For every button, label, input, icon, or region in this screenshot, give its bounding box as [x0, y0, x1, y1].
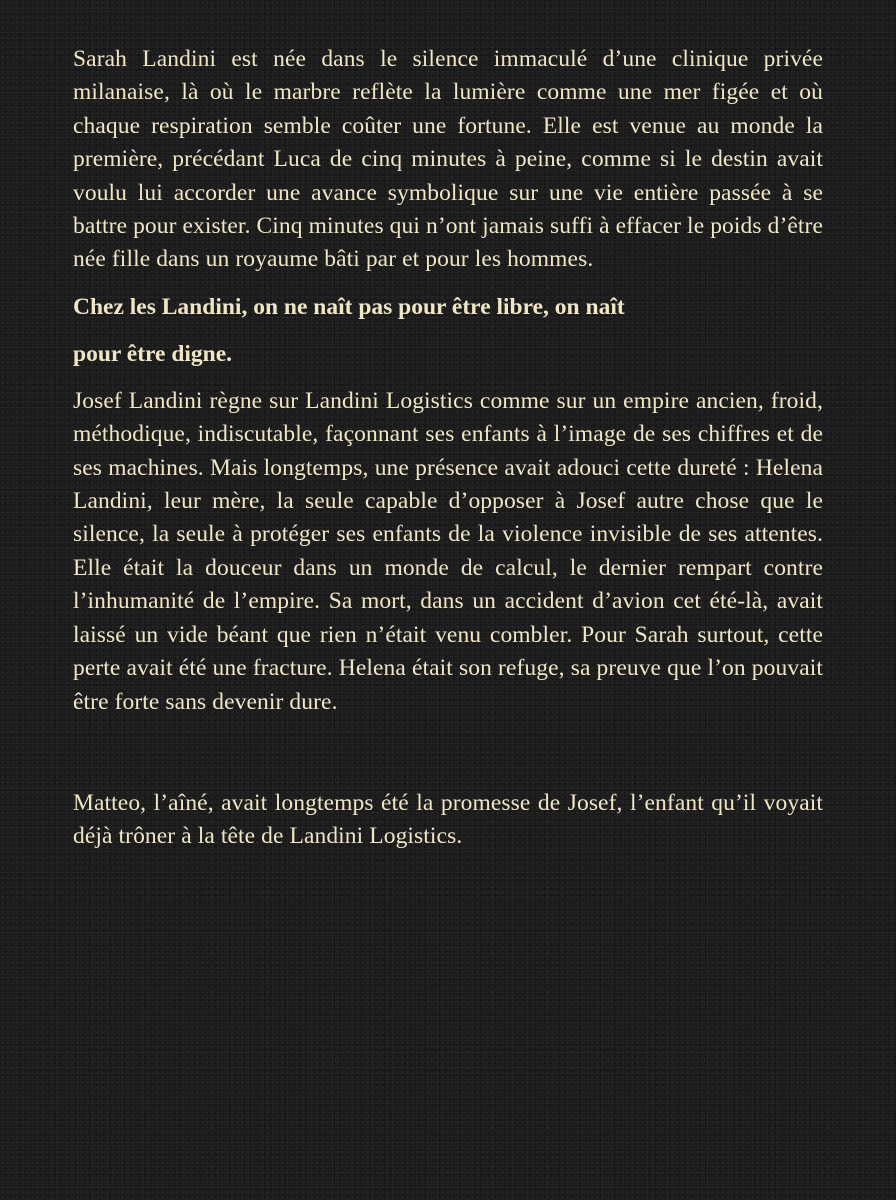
- paragraph-josef: Josef Landini règne sur Landini Logistics comme sur un empire ancien, froid, méthodique, indiscutable, façonnant ses enfants à l’image de ses chiffres et de ses machines. Mais longtemps, une présence avait adouci cette dureté : Helena Landini, leur mère, la seule capable d’opposer à Josef autre chose que le silence, la seule à protéger ses enfants de la violence invisible de ses attentes. Elle était la douceur dans un monde de calcul, le dernier rempart contre l’inhumanité de l’empire. Sa mort, dans un accident d’avion cet été-là, avait laissé un vide béant que rien n’était venu combler. Pour Sarah surtout, cette perte avait été une fracture. Helena était son refuge, sa preuve que l’on pouvait être forte sans devenir dure.: [73, 387, 823, 715]
- bold-quote-line-2: pour être digne.: [73, 340, 233, 367]
- bold-quote-line-1: Chez les Landini, on ne naît pas pour être libre, on naît: [73, 293, 625, 320]
- document-page: [73, 43, 823, 854]
- paragraph-intro: Sarah Landini est née dans le silence immaculé d’une clinique privée milanaise, là où le marbre reflète la lumière comme une mer figée et où chaque respiration semble coûter une fortune. Elle est venue au monde la première, précédant Luca de cinq minutes à peine, comme si le destin avait voulu lui accorder une avance symbolique sur une vie entière passée à se battre pour exister. Cinq minutes qui n’ont jamais suffi à effacer le poids d’être née fille dans un royaume bâti par et pour les hommes.: [73, 46, 823, 273]
- paragraph-matteo: Matteo, l’aîné, avait longtemps été la promesse de Josef, l’enfant qu’il voyait déjà trôner à la tête de Landini Logistics.: [73, 789, 823, 850]
